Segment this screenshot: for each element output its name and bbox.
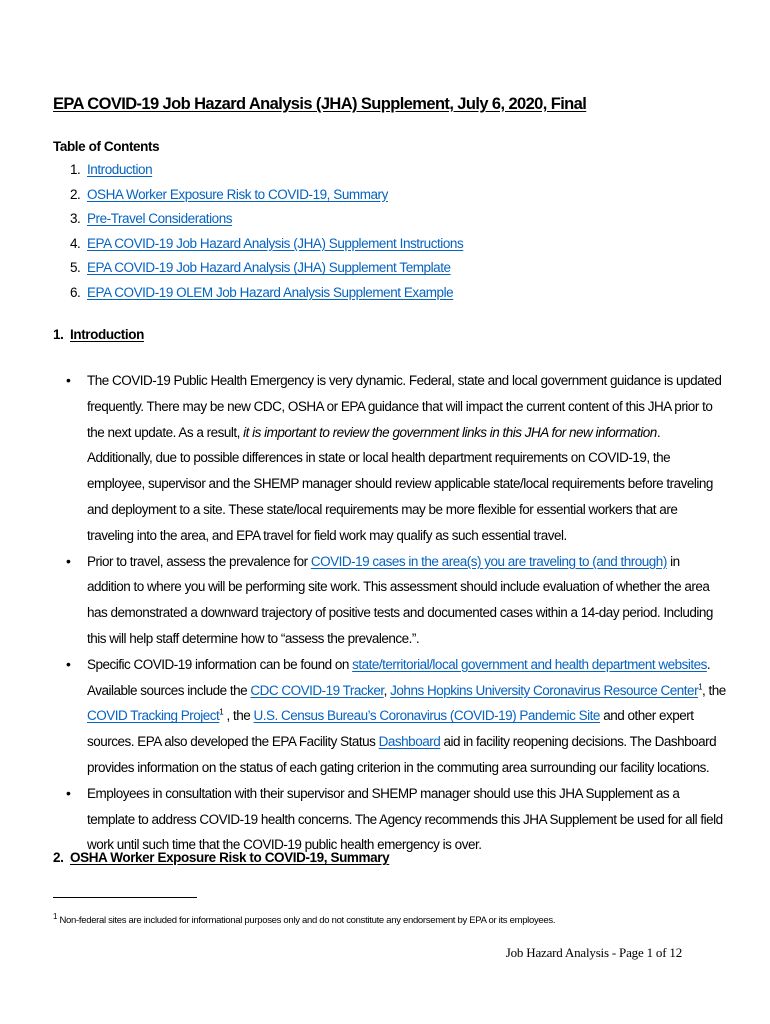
- toc-item-number: 3.: [70, 211, 81, 227]
- link-covid-cases-area[interactable]: COVID-19 cases in the area(s) you are traveling to (and through): [310, 553, 667, 569]
- footnote-mark: 1: [53, 911, 58, 921]
- bullet-item: [66, 549, 726, 652]
- bullet-item: [66, 781, 726, 858]
- toc-item: [70, 260, 463, 285]
- toc-link-template[interactable]: EPA COVID-19 Job Hazard Analysis (JHA) Supplement Template: [87, 260, 451, 276]
- bullet-text: . Additionally, due to possible differences in state or local health department requirements on COVID-19, the employee, supervisor and the SHEMP manager should review applicable state/local requirements before traveling and deployment to a site. These state/local requirements may be more flexible for essential workers that are traveling into the area, and EPA travel for field work may qualify as such essential travel.: [87, 424, 713, 543]
- bullet-icon: •: [66, 372, 71, 388]
- bullet-icon: •: [66, 655, 71, 672]
- link-census-bureau[interactable]: U.S. Census Bureau’s Coronavirus (COVID-19) Pandemic Site: [253, 708, 600, 724]
- bullet-text: in addition to where you will be performing site work. This assessment should include evaluation of whether the area has demonstrated a downward trajectory of positive tests and documented cases within a 14-day period. Including this will help staff determine how to “assess the prevalence.”.: [87, 553, 713, 646]
- link-cdc-tracker[interactable]: CDC COVID-19 Tracker: [250, 682, 384, 698]
- toc-link-instructions[interactable]: EPA COVID-19 Job Hazard Analysis (JHA) Supplement Instructions: [87, 235, 464, 251]
- footnote-ref: 1: [698, 682, 703, 692]
- footnote: [53, 911, 556, 926]
- toc-item-number: 6.: [70, 284, 81, 300]
- bullet-text: The COVID-19 Public Health Emergency is very dynamic. Federal, state and local government guidance is updated frequently. There may be new CDC, OSHA or EPA guidance that will impact the current content of this JHA prior to the next update. As a result,: [87, 373, 722, 440]
- toc-item-number: 4.: [70, 235, 81, 251]
- toc-item-number: 2.: [70, 186, 81, 202]
- section-heading-osha-summary: [53, 850, 389, 865]
- section-label: Introduction: [70, 327, 144, 342]
- bullet-icon: •: [66, 784, 71, 801]
- page-footer: Job Hazard Analysis - Page 1 of 12: [505, 945, 682, 960]
- introduction-bullet-list: [66, 368, 726, 858]
- toc-link-olem-example[interactable]: EPA COVID-19 OLEM Job Hazard Analysis Supplement Example: [87, 284, 454, 300]
- bullet-text: , the: [702, 682, 726, 698]
- toc-link-pre-travel[interactable]: Pre-Travel Considerations: [87, 211, 233, 227]
- bullet-text: Employees in consultation with their supervisor and SHEMP manager should use this JHA Supplement as a template to address COVID-19 health concerns. The Agency recommends this JHA Supplement be used for all field work until such time that the COVID-19 public health emergency is over.: [87, 785, 723, 853]
- toc-item: [70, 211, 463, 236]
- bullet-item: [66, 652, 726, 781]
- bullet-icon: •: [66, 552, 71, 569]
- table-of-contents: [70, 162, 463, 310]
- bullet-emphasis: it is important to review the government links in this JHA for new information: [243, 424, 657, 440]
- bullet-text: Specific COVID-19 information can be found on: [87, 656, 353, 672]
- footnote-ref: 1: [219, 707, 224, 717]
- toc-item-number: 1.: [70, 162, 81, 177]
- bullet-text: and other expert sources. EPA also developed the EPA Facility Status: [87, 708, 694, 750]
- toc-item: [70, 162, 463, 187]
- toc-item: [70, 187, 463, 212]
- bullet-text: , the: [223, 708, 254, 724]
- section-label: OSHA Worker Exposure Risk to COVID-19, Summary: [70, 850, 390, 865]
- link-covid-tracking-project[interactable]: COVID Tracking Project: [87, 708, 220, 724]
- toc-link-osha-summary[interactable]: OSHA Worker Exposure Risk to COVID-19, Summary: [87, 186, 388, 202]
- bullet-text: ,: [383, 682, 391, 698]
- bullet-text: . Available sources include the: [87, 656, 711, 698]
- document-title: EPA COVID-19 Job Hazard Analysis (JHA) Supplement, July 6, 2020, Final: [53, 95, 587, 113]
- section-number: 2.: [53, 850, 64, 865]
- toc-item-number: 5.: [70, 260, 81, 276]
- section-heading-introduction: [53, 327, 144, 342]
- bullet-text: Prior to travel, assess the prevalence for: [87, 553, 311, 569]
- toc-item: [70, 285, 463, 310]
- bullet-text: aid in facility reopening decisions. The Dashboard provides information on the status of each gating criterion in the commuting area surrounding our facility locations.: [87, 734, 717, 775]
- link-dashboard[interactable]: Dashboard: [378, 734, 441, 750]
- footnote-divider: [53, 897, 197, 898]
- link-johns-hopkins[interactable]: Johns Hopkins University Coronavirus Resource Center: [390, 682, 699, 698]
- section-number: 1.: [53, 327, 64, 342]
- toc-item: [70, 236, 463, 261]
- link-state-local-websites[interactable]: state/territorial/local government and health department websites: [352, 656, 707, 672]
- bullet-item: [66, 368, 726, 549]
- footnote-text: Non-federal sites are included for informational purposes only and do not constitute any endorsement by EPA or its employees.: [57, 915, 556, 926]
- toc-link-introduction[interactable]: Introduction: [87, 162, 153, 177]
- toc-heading: Table of Contents: [53, 139, 160, 154]
